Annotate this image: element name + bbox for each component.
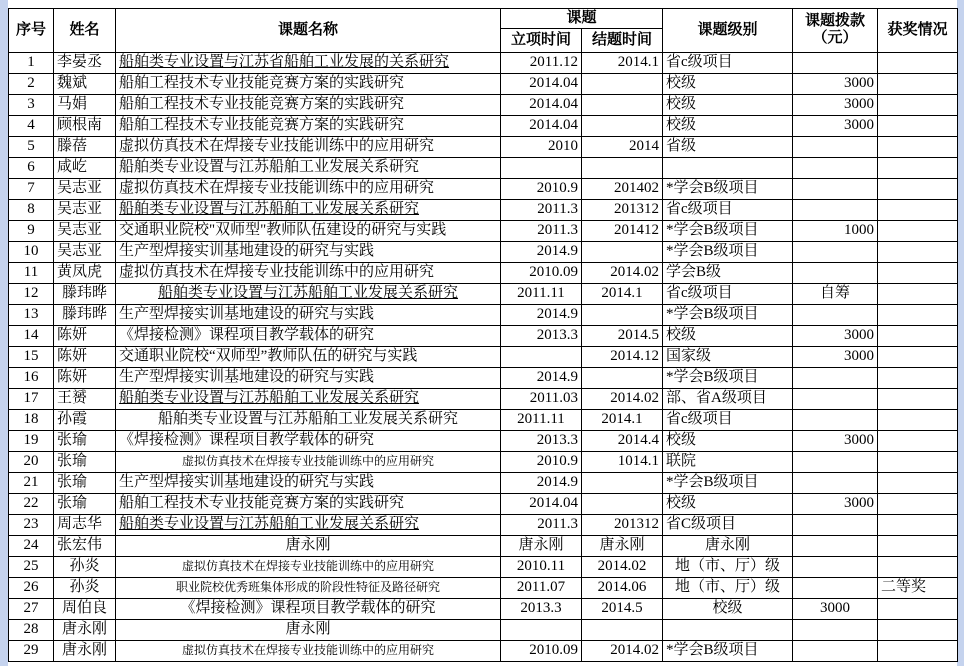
cell-award bbox=[878, 157, 958, 178]
cell-start: 2014.04 bbox=[501, 94, 582, 115]
cell-end: 201412 bbox=[582, 220, 663, 241]
table-row bbox=[9, 472, 958, 493]
cell-name: 顾根南 bbox=[54, 115, 116, 136]
cell-level: 校级 bbox=[663, 94, 793, 115]
cell-topic: 船舶类专业设置与江苏省船舶工业发展的关系研究 bbox=[116, 52, 501, 73]
cell-start: 2011.11 bbox=[501, 409, 582, 430]
cell-no: 17 bbox=[9, 388, 54, 409]
cell-topic: 船舶工程技术专业技能竞赛方案的实践研究 bbox=[116, 493, 501, 514]
cell-topic: 船舶工程技术专业技能竞赛方案的实践研究 bbox=[116, 73, 501, 94]
cell-end: 2014.1 bbox=[582, 52, 663, 73]
cell-topic: 唐永刚 bbox=[116, 535, 501, 556]
cell-fund bbox=[793, 640, 878, 661]
cell-topic: 职业院校优秀班集体形成的阶段性特征及路径研究 bbox=[116, 577, 501, 598]
cell-start: 2014.9 bbox=[501, 472, 582, 493]
cell-fund bbox=[793, 367, 878, 388]
cell-name: 魏斌 bbox=[54, 73, 116, 94]
cell-end: 2014.5 bbox=[582, 325, 663, 346]
cell-fund: 3000 bbox=[793, 346, 878, 367]
cell-fund: 3000 bbox=[793, 73, 878, 94]
cell-no: 14 bbox=[9, 325, 54, 346]
table-row bbox=[9, 577, 958, 598]
table-row bbox=[9, 535, 958, 556]
header-topic-group: 课题 bbox=[501, 9, 663, 29]
cell-award bbox=[878, 178, 958, 199]
cell-level: 校级 bbox=[663, 598, 793, 619]
cell-award bbox=[878, 115, 958, 136]
cell-start: 2010.11 bbox=[501, 556, 582, 577]
table-row bbox=[9, 388, 958, 409]
cell-topic: 生产型焊接实训基地建设的研究与实践 bbox=[116, 367, 501, 388]
cell-award bbox=[878, 409, 958, 430]
cell-topic: 虚拟仿真技术在焊接专业技能训练中的应用研究 bbox=[116, 136, 501, 157]
table-row bbox=[9, 409, 958, 430]
cell-end: 2014.02 bbox=[582, 388, 663, 409]
cell-fund bbox=[793, 157, 878, 178]
cell-start: 2011.03 bbox=[501, 388, 582, 409]
table-header bbox=[9, 9, 958, 53]
cell-award bbox=[878, 472, 958, 493]
cell-topic: 虚拟仿真技术在焊接专业技能训练中的应用研究 bbox=[116, 178, 501, 199]
cell-level: 省c级项目 bbox=[663, 52, 793, 73]
header-end-date: 结题时间 bbox=[582, 28, 663, 52]
cell-no: 12 bbox=[9, 283, 54, 304]
cell-topic: 虚拟仿真技术在焊接专业技能训练中的应用研究 bbox=[116, 640, 501, 661]
cell-no: 6 bbox=[9, 157, 54, 178]
cell-award bbox=[878, 52, 958, 73]
cell-fund: 1000 bbox=[793, 220, 878, 241]
cell-name: 张宏伟 bbox=[54, 535, 116, 556]
right-margin-strip bbox=[957, 0, 964, 666]
cell-start bbox=[501, 346, 582, 367]
cell-fund: 3000 bbox=[793, 115, 878, 136]
cell-level: 国家级 bbox=[663, 346, 793, 367]
cell-topic: 船舶类专业设置与江苏船舶工业发展关系研究 bbox=[116, 157, 501, 178]
cell-award bbox=[878, 199, 958, 220]
table-row bbox=[9, 493, 958, 514]
cell-start: 2014.9 bbox=[501, 241, 582, 262]
cell-award bbox=[878, 241, 958, 262]
cell-fund bbox=[793, 199, 878, 220]
cell-name: 吴志亚 bbox=[54, 241, 116, 262]
cell-fund bbox=[793, 136, 878, 157]
cell-no: 20 bbox=[9, 451, 54, 472]
cell-fund bbox=[793, 451, 878, 472]
cell-start: 2014.9 bbox=[501, 304, 582, 325]
cell-no: 1 bbox=[9, 52, 54, 73]
cell-start: 2014.04 bbox=[501, 493, 582, 514]
cell-start: 2011.07 bbox=[501, 577, 582, 598]
cell-name: 李晏丞 bbox=[54, 52, 116, 73]
cell-level: 校级 bbox=[663, 325, 793, 346]
table-row bbox=[9, 283, 958, 304]
table-row bbox=[9, 304, 958, 325]
cell-no: 23 bbox=[9, 514, 54, 535]
cell-name: 陈妍 bbox=[54, 346, 116, 367]
cell-no: 18 bbox=[9, 409, 54, 430]
cell-name: 张瑜 bbox=[54, 493, 116, 514]
cell-award bbox=[878, 94, 958, 115]
cell-topic: 船舶类专业设置与江苏船舶工业发展关系研究 bbox=[116, 409, 501, 430]
table-body bbox=[9, 52, 958, 661]
cell-no: 9 bbox=[9, 220, 54, 241]
header-topic: 课题名称 bbox=[116, 9, 501, 53]
cell-fund bbox=[793, 577, 878, 598]
cell-award bbox=[878, 73, 958, 94]
cell-award bbox=[878, 367, 958, 388]
cell-end bbox=[582, 115, 663, 136]
cell-name: 滕玮晔 bbox=[54, 304, 116, 325]
cell-start: 2013.3 bbox=[501, 325, 582, 346]
table-row bbox=[9, 136, 958, 157]
table-row bbox=[9, 73, 958, 94]
cell-no: 3 bbox=[9, 94, 54, 115]
cell-topic: 生产型焊接实训基地建设的研究与实践 bbox=[116, 241, 501, 262]
cell-level: *学会B级项目 bbox=[663, 220, 793, 241]
cell-end: 2014.1 bbox=[582, 409, 663, 430]
cell-topic: 交通职业院校"双师型"教师队伍建设的研究与实践 bbox=[116, 220, 501, 241]
header-start-date: 立项时间 bbox=[501, 28, 582, 52]
cell-name: 唐永刚 bbox=[54, 619, 116, 640]
cell-fund bbox=[793, 262, 878, 283]
cell-name: 黄凤虎 bbox=[54, 262, 116, 283]
cell-name: 王赟 bbox=[54, 388, 116, 409]
cell-no: 8 bbox=[9, 199, 54, 220]
cell-start bbox=[501, 619, 582, 640]
cell-fund: 3000 bbox=[793, 325, 878, 346]
cell-end bbox=[582, 472, 663, 493]
cell-end: 2014.12 bbox=[582, 346, 663, 367]
cell-end: 201402 bbox=[582, 178, 663, 199]
cell-level: *学会B级项目 bbox=[663, 241, 793, 262]
cell-name: 张瑜 bbox=[54, 472, 116, 493]
cell-award bbox=[878, 535, 958, 556]
cell-fund: 3000 bbox=[793, 94, 878, 115]
cell-no: 28 bbox=[9, 619, 54, 640]
cell-fund: 自筹 bbox=[793, 283, 878, 304]
cell-name: 吴志亚 bbox=[54, 178, 116, 199]
cell-level: 省c级项目 bbox=[663, 283, 793, 304]
cell-end: 201312 bbox=[582, 199, 663, 220]
table-row bbox=[9, 598, 958, 619]
cell-name: 滕玮晔 bbox=[54, 283, 116, 304]
cell-fund bbox=[793, 514, 878, 535]
cell-end: 2014.1 bbox=[582, 283, 663, 304]
cell-level bbox=[663, 619, 793, 640]
cell-level: 省c级项目 bbox=[663, 409, 793, 430]
left-margin-strip bbox=[0, 0, 8, 666]
cell-level bbox=[663, 157, 793, 178]
cell-end bbox=[582, 94, 663, 115]
cell-fund bbox=[793, 535, 878, 556]
cell-award bbox=[878, 346, 958, 367]
cell-no: 4 bbox=[9, 115, 54, 136]
cell-fund bbox=[793, 178, 878, 199]
cell-level: *学会B级项目 bbox=[663, 640, 793, 661]
cell-name: 滕蓓 bbox=[54, 136, 116, 157]
cell-topic: 唐永刚 bbox=[116, 619, 501, 640]
table-row bbox=[9, 346, 958, 367]
cell-no: 27 bbox=[9, 598, 54, 619]
cell-no: 15 bbox=[9, 346, 54, 367]
cell-end bbox=[582, 493, 663, 514]
cell-fund bbox=[793, 241, 878, 262]
cell-topic: 船舶工程技术专业技能竞赛方案的实践研究 bbox=[116, 115, 501, 136]
cell-no: 13 bbox=[9, 304, 54, 325]
cell-level: 校级 bbox=[663, 493, 793, 514]
cell-level: 联院 bbox=[663, 451, 793, 472]
cell-name: 吴志亚 bbox=[54, 220, 116, 241]
table-row bbox=[9, 367, 958, 388]
cell-end bbox=[582, 241, 663, 262]
cell-award bbox=[878, 493, 958, 514]
cell-end: 1014.1 bbox=[582, 451, 663, 472]
cell-fund: 3000 bbox=[793, 430, 878, 451]
cell-start: 2014.9 bbox=[501, 367, 582, 388]
cell-award bbox=[878, 451, 958, 472]
cell-no: 25 bbox=[9, 556, 54, 577]
table-row bbox=[9, 451, 958, 472]
cell-level: 校级 bbox=[663, 73, 793, 94]
cell-end: 2014.06 bbox=[582, 577, 663, 598]
cell-end: 2014.4 bbox=[582, 430, 663, 451]
cell-award bbox=[878, 514, 958, 535]
cell-level: 部、省A级项目 bbox=[663, 388, 793, 409]
table-row bbox=[9, 178, 958, 199]
cell-no: 22 bbox=[9, 493, 54, 514]
cell-start: 2011.3 bbox=[501, 220, 582, 241]
table-row bbox=[9, 619, 958, 640]
cell-topic: 虚拟仿真技术在焊接专业技能训练中的应用研究 bbox=[116, 556, 501, 577]
cell-start: 2014.04 bbox=[501, 115, 582, 136]
cell-topic: 船舶工程技术专业技能竞赛方案的实践研究 bbox=[116, 94, 501, 115]
table-row bbox=[9, 430, 958, 451]
cell-topic: 船舶类专业设置与江苏船舶工业发展关系研究 bbox=[116, 388, 501, 409]
cell-level: 唐永刚 bbox=[663, 535, 793, 556]
cell-start: 2010.09 bbox=[501, 262, 582, 283]
cell-fund: 3000 bbox=[793, 493, 878, 514]
cell-end bbox=[582, 73, 663, 94]
cell-end bbox=[582, 367, 663, 388]
cell-start: 2010 bbox=[501, 136, 582, 157]
table-row bbox=[9, 325, 958, 346]
research-topics-table bbox=[8, 8, 958, 662]
cell-no: 29 bbox=[9, 640, 54, 661]
cell-no: 16 bbox=[9, 367, 54, 388]
cell-start: 2011.11 bbox=[501, 283, 582, 304]
cell-topic: 船舶类专业设置与江苏船舶工业发展关系研究 bbox=[116, 514, 501, 535]
header-fund: 课题拨款（元） bbox=[793, 9, 878, 53]
cell-level: *学会B级项目 bbox=[663, 304, 793, 325]
cell-start: 唐永刚 bbox=[501, 535, 582, 556]
cell-end bbox=[582, 619, 663, 640]
cell-fund bbox=[793, 619, 878, 640]
cell-start: 2010.9 bbox=[501, 178, 582, 199]
cell-no: 5 bbox=[9, 136, 54, 157]
header-award: 获奖情况 bbox=[878, 9, 958, 53]
cell-level: 校级 bbox=[663, 115, 793, 136]
header-no: 序号 bbox=[9, 9, 54, 53]
cell-name: 张瑜 bbox=[54, 430, 116, 451]
cell-name: 陈妍 bbox=[54, 367, 116, 388]
cell-name: 孙霞 bbox=[54, 409, 116, 430]
header-row-1 bbox=[9, 9, 958, 29]
cell-level: 地（市、厅）级 bbox=[663, 577, 793, 598]
cell-level: *学会B级项目 bbox=[663, 472, 793, 493]
cell-award bbox=[878, 430, 958, 451]
cell-topic: 《焊接检测》课程项目教学载体的研究 bbox=[116, 325, 501, 346]
cell-end bbox=[582, 157, 663, 178]
table-row bbox=[9, 241, 958, 262]
cell-topic: 船舶类专业设置与江苏船舶工业发展关系研究 bbox=[116, 199, 501, 220]
cell-topic: 虚拟仿真技术在焊接专业技能训练中的应用研究 bbox=[116, 451, 501, 472]
cell-end: 唐永刚 bbox=[582, 535, 663, 556]
cell-level: 学会B级 bbox=[663, 262, 793, 283]
cell-name: 吴志亚 bbox=[54, 199, 116, 220]
cell-fund bbox=[793, 409, 878, 430]
cell-level: *学会B级项目 bbox=[663, 178, 793, 199]
table-row bbox=[9, 640, 958, 661]
cell-level: 省c级项目 bbox=[663, 199, 793, 220]
cell-name: 陈妍 bbox=[54, 325, 116, 346]
cell-fund: 3000 bbox=[793, 598, 878, 619]
cell-topic: 生产型焊接实训基地建设的研究与实践 bbox=[116, 304, 501, 325]
cell-name: 孙炎 bbox=[54, 577, 116, 598]
cell-no: 7 bbox=[9, 178, 54, 199]
cell-start: 2011.12 bbox=[501, 52, 582, 73]
cell-topic: 生产型焊接实训基地建设的研究与实践 bbox=[116, 472, 501, 493]
table-row bbox=[9, 157, 958, 178]
cell-level: *学会B级项目 bbox=[663, 367, 793, 388]
cell-award bbox=[878, 598, 958, 619]
cell-no: 10 bbox=[9, 241, 54, 262]
cell-start: 2014.04 bbox=[501, 73, 582, 94]
cell-award bbox=[878, 136, 958, 157]
cell-name: 周志华 bbox=[54, 514, 116, 535]
cell-level: 省C级项目 bbox=[663, 514, 793, 535]
cell-award bbox=[878, 283, 958, 304]
cell-start: 2010.9 bbox=[501, 451, 582, 472]
cell-award: 二等奖 bbox=[878, 577, 958, 598]
table-row bbox=[9, 199, 958, 220]
cell-award bbox=[878, 619, 958, 640]
cell-end: 2014 bbox=[582, 136, 663, 157]
cell-no: 24 bbox=[9, 535, 54, 556]
cell-start: 2011.3 bbox=[501, 514, 582, 535]
table-row bbox=[9, 220, 958, 241]
cell-no: 21 bbox=[9, 472, 54, 493]
cell-end: 2014.5 bbox=[582, 598, 663, 619]
table-row bbox=[9, 262, 958, 283]
cell-end: 2014.02 bbox=[582, 556, 663, 577]
cell-no: 26 bbox=[9, 577, 54, 598]
cell-start: 2011.3 bbox=[501, 199, 582, 220]
cell-start bbox=[501, 157, 582, 178]
table-row bbox=[9, 94, 958, 115]
cell-start: 2013.3 bbox=[501, 430, 582, 451]
cell-fund bbox=[793, 388, 878, 409]
header-name: 姓名 bbox=[54, 9, 116, 53]
cell-name: 唐永刚 bbox=[54, 640, 116, 661]
cell-topic: 《焊接检测》课程项目教学载体的研究 bbox=[116, 598, 501, 619]
cell-name: 马娟 bbox=[54, 94, 116, 115]
cell-topic: 船舶类专业设置与江苏船舶工业发展关系研究 bbox=[116, 283, 501, 304]
cell-fund bbox=[793, 304, 878, 325]
cell-award bbox=[878, 640, 958, 661]
table-row bbox=[9, 115, 958, 136]
cell-fund bbox=[793, 556, 878, 577]
cell-start: 2010.09 bbox=[501, 640, 582, 661]
cell-award bbox=[878, 388, 958, 409]
cell-end bbox=[582, 304, 663, 325]
cell-award bbox=[878, 220, 958, 241]
cell-end: 201312 bbox=[582, 514, 663, 535]
cell-end: 2014.02 bbox=[582, 262, 663, 283]
cell-no: 19 bbox=[9, 430, 54, 451]
cell-award bbox=[878, 325, 958, 346]
cell-topic: 虚拟仿真技术在焊接专业技能训练中的应用研究 bbox=[116, 262, 501, 283]
cell-fund bbox=[793, 472, 878, 493]
cell-level: 省级 bbox=[663, 136, 793, 157]
cell-fund bbox=[793, 52, 878, 73]
cell-award bbox=[878, 262, 958, 283]
cell-name: 张瑜 bbox=[54, 451, 116, 472]
cell-end: 2014.02 bbox=[582, 640, 663, 661]
cell-topic: 交通职业院校“双师型”教师队伍的研究与实践 bbox=[116, 346, 501, 367]
cell-name: 周伯良 bbox=[54, 598, 116, 619]
cell-name: 咸屹 bbox=[54, 157, 116, 178]
cell-no: 11 bbox=[9, 262, 54, 283]
table-row bbox=[9, 52, 958, 73]
cell-name: 孙炎 bbox=[54, 556, 116, 577]
cell-level: 地（市、厅）级 bbox=[663, 556, 793, 577]
table-row bbox=[9, 514, 958, 535]
header-level: 课题级别 bbox=[663, 9, 793, 53]
table-row bbox=[9, 556, 958, 577]
cell-no: 2 bbox=[9, 73, 54, 94]
cell-topic: 《焊接检测》课程项目教学载体的研究 bbox=[116, 430, 501, 451]
cell-start: 2013.3 bbox=[501, 598, 582, 619]
cell-award bbox=[878, 304, 958, 325]
cell-level: 校级 bbox=[663, 430, 793, 451]
cell-award bbox=[878, 556, 958, 577]
